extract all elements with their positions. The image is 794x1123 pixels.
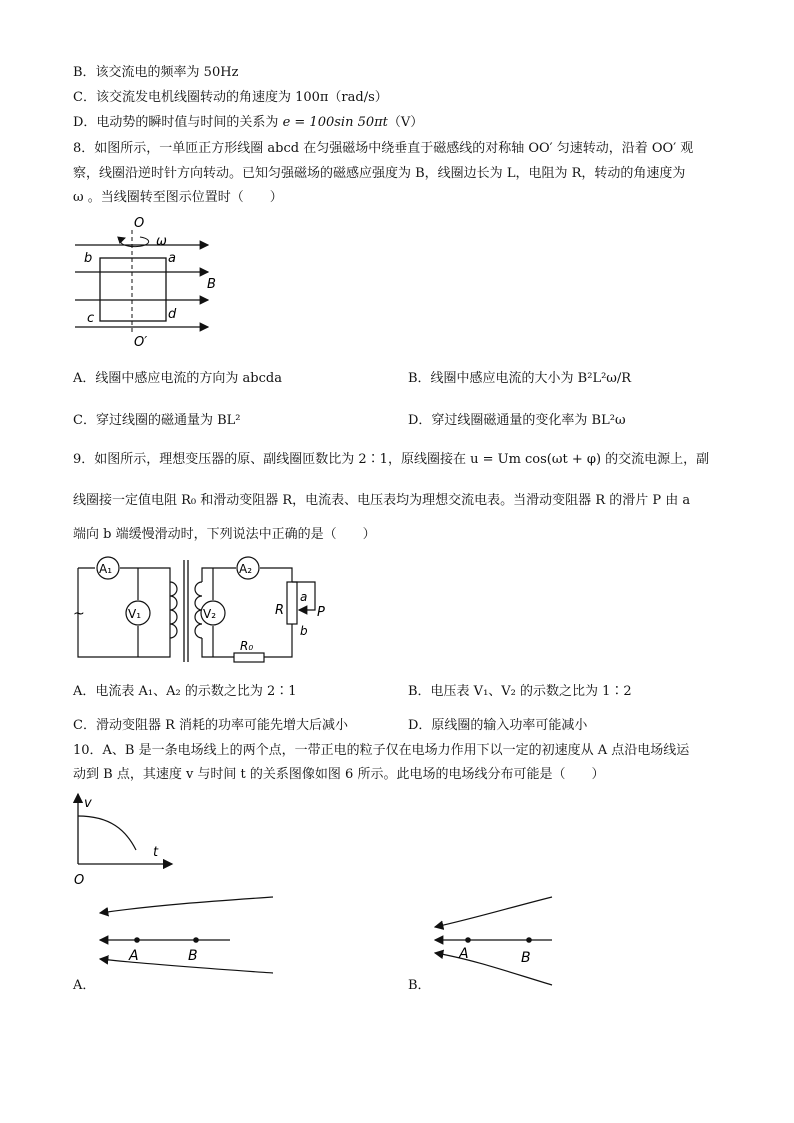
q8-option-d: D．穿过线圈磁通量的变化率为 BL²ω — [408, 413, 626, 428]
origin-label: O — [74, 873, 85, 888]
voltmeter-v2-label: V₂ — [203, 607, 217, 621]
label-b: b — [84, 251, 93, 266]
field-line — [435, 897, 552, 927]
q9-stem-line1: 9．如图所示，理想变压器的原、副线圈匝数比为 2∶1，原线圈接在 u = Um cos(ωt + φ) 的交流电源上，副 — [73, 452, 710, 467]
label-omega: ω — [156, 234, 167, 249]
rheostat-R — [287, 582, 297, 624]
q8-stem-line3: ω 。当线圈转至图示位置时（ ） — [73, 190, 283, 205]
slider-P: P — [317, 605, 325, 620]
voltmeter-v1-label: V₁ — [128, 607, 142, 621]
label-a: a — [168, 251, 176, 266]
axis-label-t: t — [153, 845, 159, 860]
label-c: c — [87, 311, 95, 326]
q8-option-c: C．穿过线圈的磁通量为 BL² — [73, 413, 241, 428]
label-A: A — [459, 946, 469, 962]
q7-option-b: B．该交流电的频率为 50Hz — [73, 65, 239, 80]
point-B — [193, 937, 199, 943]
label-B: B — [207, 277, 216, 292]
q8-stem-line2: 察，线圈沿逆时针方向转动。已知匀强磁场的磁感应强度为 B，线圈边长为 L，电阻为 R，转动的角速度为 — [73, 166, 686, 181]
ac-source-icon: ~ — [73, 606, 85, 622]
rheostat-end-a: a — [300, 590, 308, 604]
square-coil — [100, 258, 166, 321]
q10-vt-graph — [70, 790, 180, 888]
q8-option-b: B．线圈中感应电流的大小为 B²L²ω/R — [408, 371, 632, 386]
field-line — [100, 897, 273, 913]
q8-stem-line1: 8．如图所示，一单匝正方形线圈 abcd 在匀强磁场中绕垂直于磁感线的对称轴 OO′ 匀速转动，沿着 OO′ 观 — [73, 141, 694, 156]
label-O-prime: O′ — [134, 335, 148, 350]
label-d: d — [168, 307, 177, 322]
axis-label-v: v — [84, 796, 92, 811]
ammeter-a1-label: A₁ — [99, 562, 113, 576]
q10-option-b-label: B． — [408, 978, 431, 993]
point-B — [526, 937, 532, 943]
label-O: O — [134, 216, 145, 231]
q9-option-a: A．电流表 A₁、A₂ 的示数之比为 2∶1 — [73, 684, 297, 699]
label-A: A — [129, 948, 139, 964]
q9-option-c: C．滑动变阻器 R 消耗的功率可能先增大后减小 — [73, 718, 348, 733]
point-A — [134, 937, 140, 943]
q10-field-option-b — [432, 893, 557, 988]
q9-stem-line2: 线圈接一定值电阻 R₀ 和滑动变阻器 R，电流表、电压表均为理想交流电表。当滑动变阻器 R 的滑片 P 由 a — [73, 493, 691, 508]
q9-option-d: D．原线圈的输入功率可能减小 — [408, 718, 588, 733]
label-B: B — [521, 950, 531, 966]
primary-coil — [170, 582, 177, 638]
rheostat-label: R — [275, 603, 285, 618]
field-line — [435, 953, 552, 985]
q9-transformer-circuit — [70, 552, 335, 667]
q10-stem-line2: 动到 B 点，其速度 v 与时间 t 的关系图像如图 6 所示。此电场的电场线分布可能是（ ） — [73, 767, 605, 782]
q8-coil-figure — [70, 215, 220, 350]
q8-option-a: A．线圈中感应电流的方向为 abcda — [73, 371, 282, 386]
field-line — [100, 959, 273, 973]
q7-option-c: C．该交流发电机线圈转动的角速度为 100π（rad/s） — [73, 90, 388, 105]
resistor-R0 — [234, 653, 264, 662]
velocity-curve — [78, 816, 136, 850]
label-B: B — [188, 948, 198, 964]
q10-field-option-a — [95, 893, 275, 973]
rheostat-end-b: b — [300, 624, 308, 638]
q9-stem-line3: 端向 b 端缓慢滑动时，下列说法中正确的是（ ） — [73, 527, 376, 542]
q10-option-a-label: A． — [73, 978, 96, 993]
q7-option-d: D．电动势的瞬时值与时间的关系为 e = 100sin 50πt（V） — [73, 115, 424, 130]
resistor-R0-label: R₀ — [240, 639, 254, 653]
point-A — [465, 937, 471, 943]
q10-stem-line1: 10．A、B 是一条电场线上的两个点，一带正电的粒子仅在电场力作用下以一定的初速度从 A 点沿电场线运 — [73, 743, 690, 758]
q9-option-b: B．电压表 V₁、V₂ 的示数之比为 1∶2 — [408, 684, 632, 699]
ammeter-a2-label: A₂ — [239, 562, 253, 576]
